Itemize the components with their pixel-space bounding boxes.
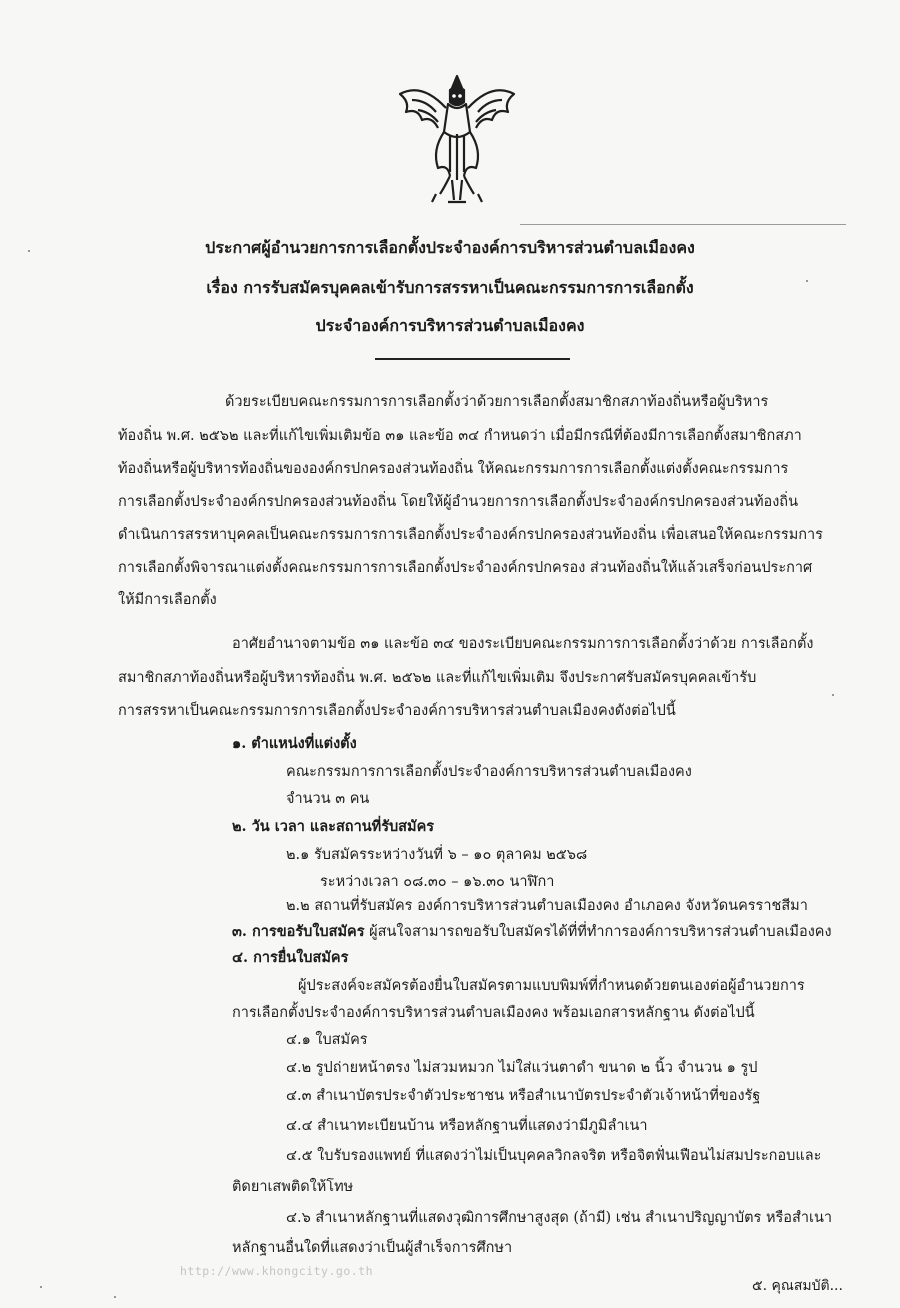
section4-item: ๔.๔ สำเนาทะเบียนบ้าน หรือหลักฐานที่แสดงว่ามีภูมิลำเนา: [286, 1118, 648, 1134]
watermark-url: http://www.khongcity.go.th: [180, 1264, 374, 1278]
paragraph1-line: ท้องถิ่น พ.ศ. ๒๕๖๒ และที่แก้ไขเพิ่มเติมข้อ ๓๑ และข้อ ๓๔ กำหนดว่า เมื่อมีกรณีที่ต้องมีการเลือกตั้งสมาชิกสภา: [118, 428, 802, 444]
section4-item: ๔.๒ รูปถ่ายหน้าตรง ไม่สวมหมวก ไม่ใส่แว่นตาดำ ขนาด ๒ นิ้ว จำนวน ๑ รูป: [286, 1060, 758, 1076]
paragraph1-line: ดำเนินการสรรหาบุคคลเป็นคณะกรรมการการเลือกตั้งประจำองค์กรปกครองส่วนท้องถิ่น เพื่อเสนอให้คณะกรรมการ: [118, 527, 823, 543]
section3-row: [232, 922, 832, 942]
paragraph2-line: การสรรหาเป็นคณะกรรมการการเลือกตั้งประจำองค์การบริหารส่วนตำบลเมืองคงดังต่อไปนี้: [118, 703, 676, 719]
section2-heading: ๒. วัน เวลา และสถานที่รับสมัคร: [232, 818, 435, 835]
paragraph1-line: ท้องถิ่นหรือผู้บริหารท้องถิ่นขององค์กรปกครองส่วนท้องถิ่น ให้คณะกรรมการการเลือกตั้งแต่งตั้งคณะกรรมการ: [118, 461, 789, 477]
section4-item: ๔.๖ สำเนาหลักฐานที่แสดงวุฒิการศึกษาสูงสุด (ถ้ามี) เช่น สำเนาปริญญาบัตร หรือสำเนา: [286, 1210, 833, 1226]
section2-item-time: ระหว่างเวลา ๐๘.๓๐ – ๑๖.๓๐ นาฬิกา: [320, 874, 555, 890]
scan-speck: [832, 694, 834, 696]
section4-intro-line: การเลือกตั้งประจำองค์การบริหารส่วนตำบลเมืองคง พร้อมเอกสารหลักฐาน ดังต่อไปนี้: [232, 1005, 755, 1021]
scan-speck: [28, 250, 30, 252]
section3-text: ผู้สนใจสามารถขอรับใบสมัครได้ที่ที่ทำการองค์การบริหารส่วนตำบลเมืองคง: [369, 924, 832, 940]
section1-line: จำนวน ๓ คน: [286, 791, 370, 807]
section4-intro-line: ผู้ประสงค์จะสมัครต้องยื่นใบสมัครตามแบบพิมพ์ที่กำหนดด้วยตนเองต่อผู้อำนวยการ: [298, 978, 805, 994]
section3-heading: ๓. การขอรับใบสมัคร: [232, 923, 365, 940]
announcement-title: ประกาศผู้อำนวยการการเลือกตั้งประจำองค์การบริหารส่วนตำบลเมืองคง: [205, 238, 695, 257]
section4-heading: ๔. การยื่นใบสมัคร: [232, 949, 349, 966]
scan-speck: [806, 280, 808, 282]
section4-item: ๔.๑ ใบสมัคร: [286, 1032, 368, 1048]
scan-speck: [40, 1286, 42, 1288]
continuation-note: ๕. คุณสมบัติ...: [752, 1278, 843, 1294]
paragraph1-line: การเลือกตั้งพิจารณาแต่งตั้งคณะกรรมการการเลือกตั้งประจำองค์กรปกครอง ส่วนท้องถิ่นให้แล้วเสร็จก่อนประกาศ: [118, 560, 813, 576]
paragraph2-line: สมาชิกสภาท้องถิ่นหรือผู้บริหารท้องถิ่น พ.ศ. ๒๕๖๒ และที่แก้ไขเพิ่มเติม จึงประกาศรับสมัครบุคคลเข้ารับ: [118, 670, 757, 686]
section4-item: ๔.๕ ใบรับรองแพทย์ ที่แสดงว่าไม่เป็นบุคคลวิกลจริต หรือจิตฟั่นเฟือนไม่สมประกอบและ: [286, 1148, 822, 1164]
section1-heading: ๑. ตำแหน่งที่แต่งตั้ง: [232, 735, 357, 752]
section2-item: ๒.๑ รับสมัครระหว่างวันที่ ๖ – ๑๐ ตุลาคม ๒๕๖๘: [286, 847, 588, 863]
garuda-emblem-icon: [392, 72, 522, 208]
section4-item: ๔.๓ สำเนาบัตรประจำตัวประชาชน หรือสำเนาบัตรประจำตัวเจ้าหน้าที่ของรัฐ: [286, 1088, 761, 1104]
announcement-subject: เรื่อง การรับสมัครบุคคลเข้ารับการสรรหาเป็นคณะกรรมการการเลือกตั้ง: [206, 278, 694, 297]
section4-item-cont: หลักฐานอื่นใดที่แสดงว่าเป็นผู้สำเร็จการศึกษา: [232, 1240, 513, 1256]
paragraph1-line: การเลือกตั้งประจำองค์กรปกครองส่วนท้องถิ่น โดยให้ผู้อำนวยการการเลือกตั้งประจำองค์กรปกครองส่วนท้องถิ่น: [118, 494, 798, 510]
header-divider: [520, 224, 846, 225]
section2-item: ๒.๒ สถานที่รับสมัคร องค์การบริหารส่วนตำบลเมืองคง อำเภอคง จังหวัดนครราชสีมา: [286, 898, 808, 914]
title-underline: [375, 358, 570, 360]
scan-speck: [114, 1296, 116, 1298]
section4-item-cont: ติดยาเสพติดให้โทษ: [232, 1179, 354, 1195]
paragraph1-line: ด้วยระเบียบคณะกรรมการการเลือกตั้งว่าด้วยการเลือกตั้งสมาชิกสภาท้องถิ่นหรือผู้บริหาร: [225, 394, 769, 410]
section1-line: คณะกรรมการการเลือกตั้งประจำองค์การบริหารส่วนตำบลเมืองคง: [286, 764, 692, 780]
announcement-subject-cont: ประจำองค์การบริหารส่วนตำบลเมืองคง: [315, 316, 585, 335]
paragraph2-line: อาศัยอำนาจตามข้อ ๓๑ และข้อ ๓๔ ของระเบียบคณะกรรมการการเลือกตั้งว่าด้วย การเลือกตั้ง: [232, 636, 814, 652]
paragraph1-line: ให้มีการเลือกตั้ง: [118, 592, 217, 608]
